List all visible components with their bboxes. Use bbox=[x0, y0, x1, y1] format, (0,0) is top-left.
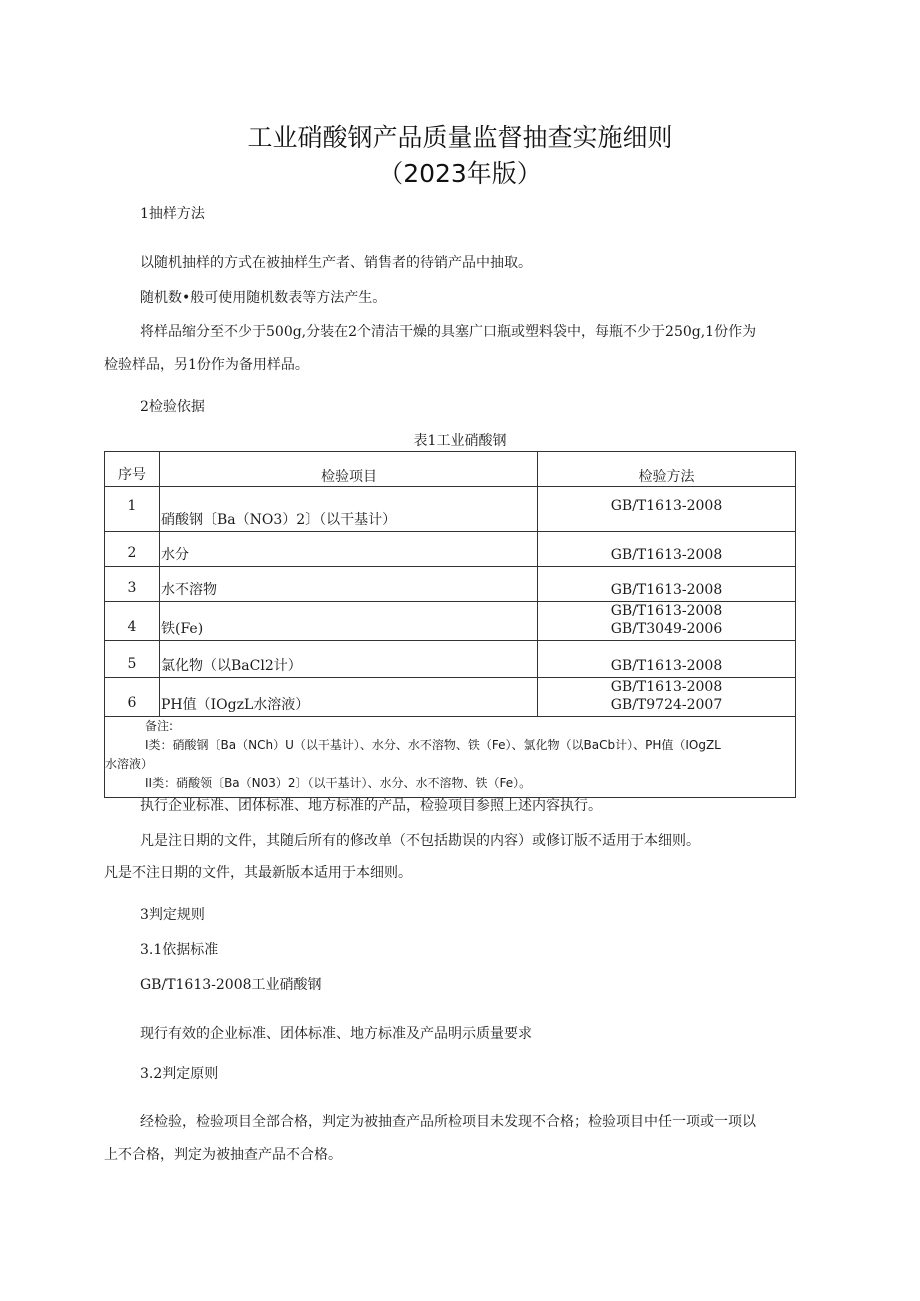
row-item: 水不溶物 bbox=[160, 567, 538, 602]
row-no: 3 bbox=[105, 567, 160, 602]
table-row bbox=[105, 532, 796, 567]
section-2-paragraph-3: 凡是不注日期的文件，其最新版本适用于本细则。 bbox=[104, 865, 412, 881]
section-3-2-paragraph-line-1: 经检验，检验项目全部合格，判定为被抽查产品所检项目未发现不合格；检验项目中任一项或一项以 bbox=[140, 1114, 756, 1130]
row-item: 硝酸钢〔Ba（NO3）2〕（以干基计） bbox=[160, 487, 538, 532]
header-cell-item: 检验项目 bbox=[160, 452, 538, 487]
note-class-2: II类：硝酸领〔Ba（N03）2〕（以干基计）、水分、水不溶物、铁（Fe）。 bbox=[145, 776, 532, 790]
row-method: GB/T1613-2008 bbox=[538, 487, 796, 532]
section-2-heading: 2检验依据 bbox=[140, 399, 205, 415]
inspection-table bbox=[104, 451, 796, 798]
table-row bbox=[105, 567, 796, 602]
table-note-row bbox=[105, 717, 796, 798]
row-method: GB/T1613-2008 GB/T9724-2007 bbox=[538, 678, 796, 717]
table-note bbox=[105, 717, 796, 798]
row-method: GB/T1613-2008 bbox=[538, 641, 796, 678]
row-item: 氯化物（以BaCl2计） bbox=[160, 641, 538, 678]
section-1-paragraph-3-line-1: 将样品缩分至不少于500g,分装在2个清洁干燥的具塞广口瓶或塑料袋中，每瓶不少于250g,1份作为 bbox=[140, 324, 757, 340]
page-subtitle: （2023年版） bbox=[378, 159, 542, 188]
section-3-2-paragraph-line-2: 上不合格，判定为被抽查产品不合格。 bbox=[104, 1147, 342, 1163]
section-1-paragraph-1: 以随机抽样的方式在被抽样生产者、销售者的待销产品中抽取。 bbox=[140, 255, 532, 271]
section-3-1-heading: 3.1依据标准 bbox=[140, 942, 219, 958]
row-method: GB/T1613-2008 bbox=[538, 532, 796, 567]
note-title: 备注: bbox=[145, 719, 174, 733]
row-no: 2 bbox=[105, 532, 160, 567]
table-caption: 表1工业硝酸钢 bbox=[413, 433, 507, 449]
header-cell-method: 检验方法 bbox=[538, 452, 796, 487]
row-no: 4 bbox=[105, 602, 160, 641]
row-item: PH值（IOgzL水溶液） bbox=[160, 678, 538, 717]
table-header-row bbox=[105, 452, 796, 487]
row-no: 6 bbox=[105, 678, 160, 717]
page-title: 工业硝酸钢产品质量监督抽查实施细则 bbox=[247, 123, 673, 152]
table-row bbox=[105, 678, 796, 717]
note-class-1-line-2: 水溶液） bbox=[105, 757, 154, 771]
section-3-1-paragraph-2: 现行有效的企业标准、团体标准、地方标准及产品明示质量要求 bbox=[140, 1026, 532, 1042]
row-method: GB/T1613-2008 GB/T3049-2006 bbox=[538, 602, 796, 641]
row-no: 5 bbox=[105, 641, 160, 678]
row-item: 水分 bbox=[160, 532, 538, 567]
section-1-heading: 1抽样方法 bbox=[140, 206, 205, 222]
section-1-paragraph-2: 随机数•般可使用随机数表等方法产生。 bbox=[140, 290, 387, 306]
section-3-heading: 3判定规则 bbox=[140, 907, 205, 923]
section-3-2-heading: 3.2判定原则 bbox=[140, 1066, 219, 1082]
row-no: 1 bbox=[105, 487, 160, 532]
table-row bbox=[105, 487, 796, 532]
note-class-1-line-1: I类：硝酸钢〔Ba（NCh）U（以干基计）、水分、水不溶物、铁（Fe）、氯化物（以BaCb计）、PH值（IOgZL bbox=[145, 738, 721, 752]
section-3-1-paragraph-1: GB/T1613-2008工业硝酸钢 bbox=[140, 977, 322, 993]
row-method: GB/T1613-2008 bbox=[538, 567, 796, 602]
row-item: 铁(Fe) bbox=[160, 602, 538, 641]
table-row bbox=[105, 641, 796, 678]
section-1-paragraph-3-line-2: 检验样品，另1份作为备用样品。 bbox=[104, 357, 309, 373]
table-row bbox=[105, 602, 796, 641]
section-2-paragraph-2: 凡是注日期的文件，其随后所有的修改单（不包括勘误的内容）或修订版不适用于本细则。 bbox=[140, 833, 700, 849]
header-cell-no: 序号 bbox=[105, 452, 160, 487]
section-2-paragraph-1: 执行企业标准、团体标准、地方标准的产品，检验项目参照上述内容执行。 bbox=[140, 798, 602, 814]
